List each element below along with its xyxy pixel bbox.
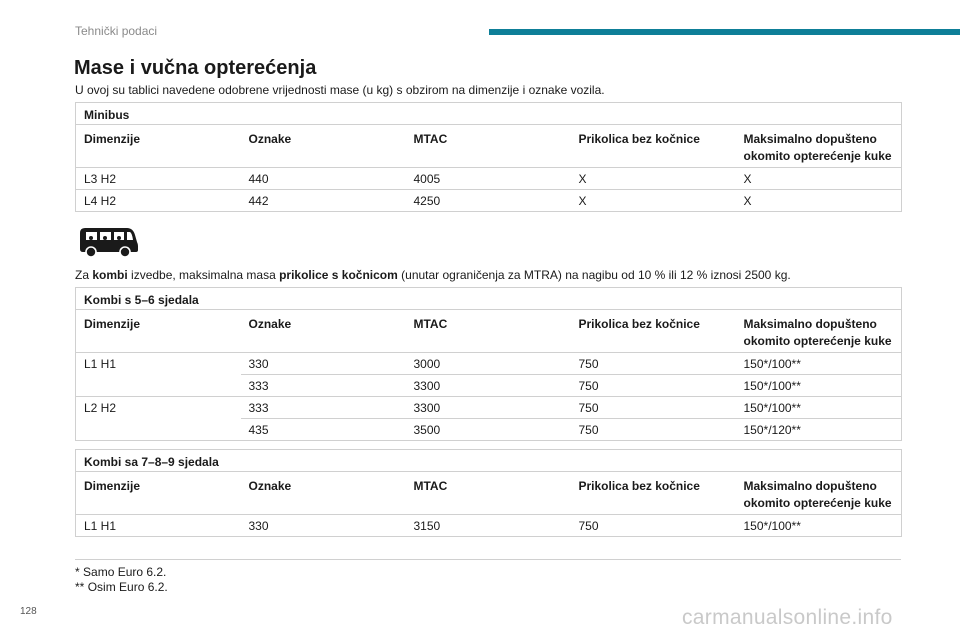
page-number: 128 xyxy=(20,606,37,617)
table-row xyxy=(76,397,902,419)
footnote-item: * Samo Euro 6.2. xyxy=(75,565,167,579)
table-caption: Kombi s 5–6 sjedala xyxy=(76,288,902,310)
table-kombi-5-6 xyxy=(75,287,902,441)
table-cell xyxy=(76,419,241,441)
column-header: Oznake xyxy=(241,472,406,515)
table-cell xyxy=(76,375,241,397)
table-cell: 435 xyxy=(241,419,406,441)
table-cell: 150*/100** xyxy=(736,515,902,537)
table-row xyxy=(76,190,902,212)
table-minibus xyxy=(75,102,902,212)
table-cell: 150*/120** xyxy=(736,419,902,441)
column-header: Dimenzije xyxy=(76,125,241,168)
table-cell: L1 H1 xyxy=(76,353,241,375)
table-cell: 150*/100** xyxy=(736,397,902,419)
table-cell: L1 H1 xyxy=(76,515,241,537)
table-cell: 3150 xyxy=(406,515,571,537)
table-cell: L4 H2 xyxy=(76,190,241,212)
table-row xyxy=(76,353,902,375)
column-header: Maksimalno dopušteno okomito opterećenje kuke xyxy=(736,125,902,168)
table-cell: 3000 xyxy=(406,353,571,375)
column-header: Dimenzije xyxy=(76,472,241,515)
table-cell: 750 xyxy=(571,375,736,397)
table-row xyxy=(76,419,902,441)
table-cell: X xyxy=(736,190,902,212)
table-cell: 440 xyxy=(241,168,406,190)
table-row xyxy=(76,168,902,190)
table-cell: X xyxy=(736,168,902,190)
column-header: Maksimalno dopušteno okomito opterećenje kuke xyxy=(736,310,902,353)
table-cell: 333 xyxy=(241,375,406,397)
column-header: Prikolica bez kočnice xyxy=(571,472,736,515)
table-cell: 3300 xyxy=(406,397,571,419)
table-cell: X xyxy=(571,168,736,190)
column-header: Oznake xyxy=(241,310,406,353)
table-cell: 750 xyxy=(571,397,736,419)
table-cell: 4250 xyxy=(406,190,571,212)
page-title: Mase i vučna opterećenja xyxy=(74,57,317,79)
table-cell: 150*/100** xyxy=(736,353,902,375)
column-header: MTAC xyxy=(406,125,571,168)
column-header: Oznake xyxy=(241,125,406,168)
intro-text: U ovoj su tablici navedene odobrene vrijednosti mase (u kg) s obzirom na dimenzije i oznake vozila. xyxy=(75,83,605,97)
table-cell: 4005 xyxy=(406,168,571,190)
header-accent-bar xyxy=(489,29,960,35)
table-cell: 442 xyxy=(241,190,406,212)
column-header: Prikolica bez kočnice xyxy=(571,310,736,353)
column-header: Prikolica bez kočnice xyxy=(571,125,736,168)
table-cell: 3300 xyxy=(406,375,571,397)
footnote-divider xyxy=(75,559,901,560)
table-cell: 750 xyxy=(571,419,736,441)
table-caption: Minibus xyxy=(76,103,902,125)
table-cell: 330 xyxy=(241,353,406,375)
table-cell: X xyxy=(571,190,736,212)
braked-trailer-note: Za kombi izvedbe, maksimalna masa prikolice s kočnicom (unutar ograničenja za MTRA) na nagibu od 10 % ili 12 % iznosi 2500 kg. xyxy=(75,268,791,282)
table-caption: Kombi sa 7–8–9 sjedala xyxy=(76,450,902,472)
column-header: MTAC xyxy=(406,472,571,515)
table-row xyxy=(76,375,902,397)
footnote-item: ** Osim Euro 6.2. xyxy=(75,580,168,594)
table-cell: 330 xyxy=(241,515,406,537)
table-kombi-7-8-9 xyxy=(75,449,902,537)
column-header: Maksimalno dopušteno okomito opterećenje kuke xyxy=(736,472,902,515)
table-cell: 750 xyxy=(571,515,736,537)
table-cell: 333 xyxy=(241,397,406,419)
footnotes xyxy=(75,565,168,595)
table-cell: L3 H2 xyxy=(76,168,241,190)
minibus-icon xyxy=(77,225,139,257)
table-cell: 150*/100** xyxy=(736,375,902,397)
column-header: MTAC xyxy=(406,310,571,353)
table-cell: 3500 xyxy=(406,419,571,441)
column-header: Dimenzije xyxy=(76,310,241,353)
table-cell: 750 xyxy=(571,353,736,375)
table-row xyxy=(76,515,902,537)
table-cell: L2 H2 xyxy=(76,397,241,419)
watermark: carmanualsonline.info xyxy=(682,606,893,629)
section-label: Tehnički podaci xyxy=(75,24,158,38)
